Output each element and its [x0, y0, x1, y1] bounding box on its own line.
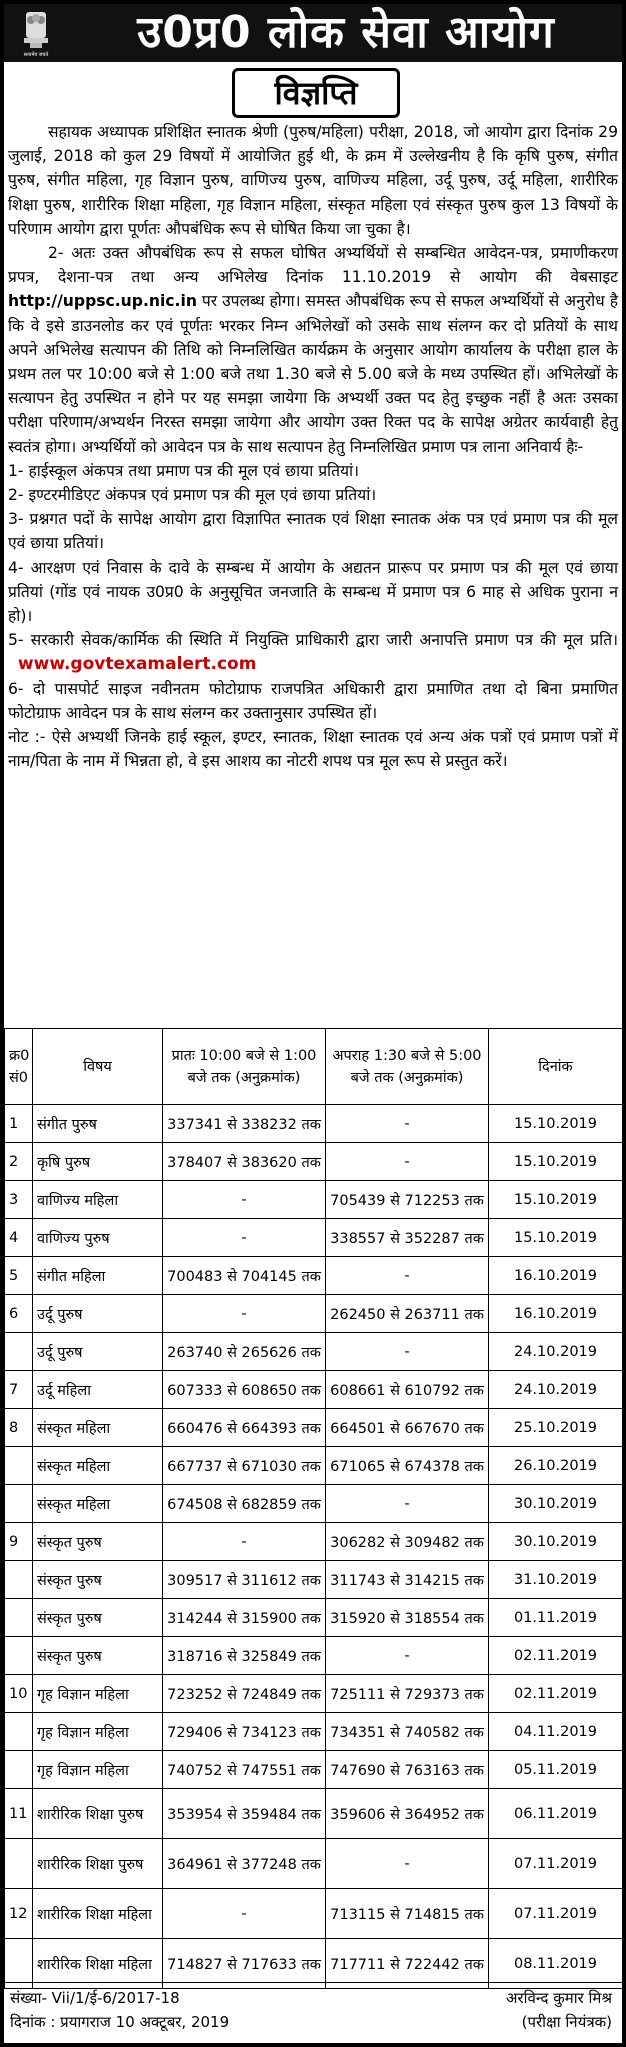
table-row: [5, 1561, 623, 1599]
cell-sn: 6: [5, 1295, 33, 1333]
cell-sn: 1: [5, 1105, 33, 1143]
cell-subject: कृषि पुरुष: [33, 1143, 163, 1181]
cell-subject: शारीरिक शिक्षा महिला: [33, 1889, 163, 1939]
cell-morning: -: [163, 1889, 326, 1939]
table-row: [5, 1333, 623, 1371]
cell-date: 15.10.2019: [489, 1143, 623, 1181]
cell-sn: [5, 1751, 33, 1789]
reference-number: संख्या- Vii/1/ई-6/2017-18: [10, 1989, 180, 2007]
table-row: [5, 1599, 623, 1637]
footer-divider: [4, 1982, 622, 1983]
paragraph-1: सहायक अध्यापक प्रशिक्षित स्नातक श्रेणी (पुरुष/महिला) परीक्षा, 2018, जो आयोग द्वारा दिनांक 29 जुलाई, 2018 को कुल 29 विषयों में आयोजित हुई थी, के क्रम में उल्लेखनीय है कि कृषि पुरुष, संगीत पुरुष, संगीत महिला, गृह विज्ञान पुरुष, वाणिज्य पुरुष, वाणिज्य महिला, उर्दू पुरुष, उर्दू महिला, शारीरिक शिक्षा पुरुष, शारीरिक शिक्षा महिला, गृह विज्ञान महिला, संस्कृत महिला एवं संस्कृत पुरुष कुल 13 विषयों के परिणाम आयोग द्वारा पूर्णतः औपबंधिक रूप से घोषित किया जा चुका है।: [8, 123, 618, 238]
cell-morning: 674508 से 682859 तक: [163, 1485, 326, 1523]
cell-date: 02.11.2019: [489, 1637, 623, 1675]
cell-morning: 729406 से 734123 तक: [163, 1713, 326, 1751]
note: नोट :- ऐसे अभ्यर्थी जिनके हाई स्कूल, इण्टर, स्नातक, शिक्षा स्नातक एवं अन्य अंक पत्रों एवं प्रमाण पत्रों में नाम/पिता के नाम में भिन्नता हो, वे इस आशय का नोटरी शपथ पत्र मूल रूप से प्रस्तुत करें।: [8, 728, 618, 771]
table-row: [5, 1839, 623, 1889]
cell-sn: 5: [5, 1257, 33, 1295]
cell-sn: 9: [5, 1523, 33, 1561]
paragraph-2: 2- अतः उक्त औपबंधिक रूप से सफल घोषित अभ्यर्थियों से सम्बन्धित आवेदन-पत्र, प्रमाणीकरण प्रपत्र, देशना-पत्र तथा अन्य अभिलेख दिनांक 11.10.2019 से आयोग की वेबसाइट http://uppsc.up.nic.in पर उपलब्ध होगा। समस्त औपबंधिक रूप से सफल अभ्यर्थियों से अनुरोध है कि वे इसे डाउनलोड कर एवं पूर्णतः भरकर निम्न अभिलेखों को उसके साथ संलग्न कर दो प्रतियों के साथ अपने अभिलेख सत्यापन की तिथि को निम्नलिखित कार्यक्रम के अनुसार आयोग कार्यालय के परीक्षा हाल के प्रथम तल पर 10:00 बजे से 1:00 बजे तथा 1.30 बजे से 5.00 बजे के मध्य उपस्थित हों। अभिलेखों के सत्यापन हेतु उपस्थित न होने पर यह समझा जायेगा कि अभ्यर्थी उक्त पद हेतु इच्छुक नहीं है अतः उसका परीक्षा परिणाम/अभ्यर्थन निरस्त समझा जायेगा और आयोग उक्त रिक्त पद के सापेक्ष अग्रेतर कार्यवाही हेतु स्वतंत्र होगा। अभ्यर्थियों को आवेदन पत्र के साथ सत्यापन हेतु निम्नलिखित प्रमाण पत्र लाना अनिवार्य हैः-: [8, 244, 618, 456]
cell-sn: 10: [5, 1675, 33, 1713]
table-row: [5, 1485, 623, 1523]
cell-sn: 2: [5, 1143, 33, 1181]
header-subject: विषय: [33, 1029, 163, 1105]
header-morning: प्रातः 10:00 बजे से 1:00 बजे तक (अनुक्रमांक): [163, 1029, 326, 1105]
table-row: [5, 1889, 623, 1939]
commission-title: उ0प्र0 लोक सेवा आयोग: [137, 7, 555, 58]
cell-subject: उर्दू पुरुष: [33, 1295, 163, 1333]
cell-subject: संगीत महिला: [33, 1257, 163, 1295]
cell-afternoon: 705439 से 712253 तक: [326, 1181, 489, 1219]
cell-afternoon: 306282 से 309482 तक: [326, 1523, 489, 1561]
cell-afternoon: -: [326, 1143, 489, 1181]
cell-sn: [5, 1485, 33, 1523]
cell-morning: 714827 से 717633 तक: [163, 1939, 326, 1989]
signatory-name: अरविन्द कुमार मिश्र: [506, 1989, 612, 2007]
cell-afternoon: 608661 से 610792 तक: [326, 1371, 489, 1409]
cell-subject: संस्कृत महिला: [33, 1447, 163, 1485]
cell-afternoon: 717711 से 722442 तक: [326, 1939, 489, 1989]
issue-date: दिनांक : प्रयागराज 10 अक्टूबर, 2019: [10, 2013, 230, 2031]
cell-afternoon: -: [326, 1257, 489, 1295]
cell-morning: 314244 से 315900 तक: [163, 1599, 326, 1637]
cell-subject: संस्कृत पुरुष: [33, 1561, 163, 1599]
cell-morning: 364961 से 377248 तक: [163, 1839, 326, 1889]
cell-date: 15.10.2019: [489, 1181, 623, 1219]
cell-subject: संस्कृत महिला: [33, 1409, 163, 1447]
cell-subject: गृह विज्ञान महिला: [33, 1713, 163, 1751]
cell-morning: 723252 से 724849 तक: [163, 1675, 326, 1713]
cell-afternoon: 734351 से 740582 तक: [326, 1713, 489, 1751]
cell-morning: 309517 से 311612 तक: [163, 1561, 326, 1599]
table-row: [5, 1105, 623, 1143]
cell-afternoon: 359606 से 364952 तक: [326, 1789, 489, 1839]
cell-afternoon: 315920 से 318554 तक: [326, 1599, 489, 1637]
cell-sn: [5, 1637, 33, 1675]
cell-date: 01.11.2019: [489, 1599, 623, 1637]
notice-body: [8, 120, 618, 773]
table-row: [5, 1939, 623, 1989]
table-header-row: [5, 1029, 623, 1105]
cell-subject: उर्दू पुरुष: [33, 1333, 163, 1371]
cell-afternoon: -: [326, 1333, 489, 1371]
cell-subject: संगीत पुरुष: [33, 1105, 163, 1143]
cell-afternoon: -: [326, 1637, 489, 1675]
document-item-1: 1- हाईस्कूल अंकपत्र तथा प्रमाण पत्र की मूल एवं छाया प्रतियां।: [8, 461, 359, 480]
cell-afternoon: 747690 से 763163 तक: [326, 1751, 489, 1789]
cell-morning: -: [163, 1219, 326, 1257]
cell-subject: वाणिज्य महिला: [33, 1181, 163, 1219]
cell-morning: 607333 से 608650 तक: [163, 1371, 326, 1409]
document-item-3: 3- प्रश्नगत पदों के सापेक्ष आयोग द्वारा विज्ञापित स्नातक एवं शिक्षा स्नातक अंक पत्र एवं प्रमाण पत्र की मूल एवं छाया प्रतियां।: [8, 510, 618, 553]
table-row: [5, 1675, 623, 1713]
cell-sn: [5, 1939, 33, 1989]
table-row: [5, 1637, 623, 1675]
cell-morning: -: [163, 1181, 326, 1219]
cell-date: 15.10.2019: [489, 1219, 623, 1257]
cell-subject: गृह विज्ञान महिला: [33, 1675, 163, 1713]
header-banner: [4, 4, 622, 62]
cell-sn: 12: [5, 1889, 33, 1939]
cell-date: 16.10.2019: [489, 1257, 623, 1295]
cell-date: 26.10.2019: [489, 1447, 623, 1485]
cell-morning: 378407 से 383620 तक: [163, 1143, 326, 1181]
cell-date: 24.10.2019: [489, 1333, 623, 1371]
cell-morning: 318716 से 325849 तक: [163, 1637, 326, 1675]
cell-subject: वाणिज्य पुरुष: [33, 1219, 163, 1257]
cell-subject: संस्कृत पुरुष: [33, 1637, 163, 1675]
cell-sn: [5, 1839, 33, 1889]
header-sn: क्र0 सं0: [5, 1029, 33, 1105]
cell-date: 07.11.2019: [489, 1889, 623, 1939]
cell-subject: शारीरिक शिक्षा पुरुष: [33, 1789, 163, 1839]
table-row: [5, 1143, 623, 1181]
cell-morning: 660476 से 664393 तक: [163, 1409, 326, 1447]
cell-morning: 700483 से 704145 तक: [163, 1257, 326, 1295]
cell-morning: 740752 से 747551 तक: [163, 1751, 326, 1789]
cell-afternoon: 671065 से 674378 तक: [326, 1447, 489, 1485]
cell-afternoon: -: [326, 1485, 489, 1523]
cell-subject: उर्दू महिला: [33, 1371, 163, 1409]
table-row: [5, 1789, 623, 1839]
cell-afternoon: 311743 से 314215 तक: [326, 1561, 489, 1599]
cell-subject: संस्कृत पुरुष: [33, 1599, 163, 1637]
cell-sn: 8: [5, 1409, 33, 1447]
cell-afternoon: 338557 से 352287 तक: [326, 1219, 489, 1257]
table-row: [5, 1371, 623, 1409]
cell-afternoon: 664501 से 667670 तक: [326, 1409, 489, 1447]
cell-sn: [5, 1447, 33, 1485]
cell-sn: [5, 1561, 33, 1599]
cell-date: 05.11.2019: [489, 1751, 623, 1789]
cell-afternoon: 262450 से 263711 तक: [326, 1295, 489, 1333]
cell-date: 16.10.2019: [489, 1295, 623, 1333]
cell-date: 30.10.2019: [489, 1485, 623, 1523]
cell-afternoon: 713115 से 714815 तक: [326, 1889, 489, 1939]
cell-sn: [5, 1713, 33, 1751]
table-row: [5, 1409, 623, 1447]
table-row: [5, 1295, 623, 1333]
table-row: [5, 1447, 623, 1485]
cell-morning: -: [163, 1523, 326, 1561]
table-row: [5, 1523, 623, 1561]
state-emblem-icon: [16, 8, 56, 58]
cell-date: 25.10.2019: [489, 1409, 623, 1447]
footer-right: [506, 1986, 612, 2034]
cell-sn: 4: [5, 1219, 33, 1257]
document-item-5: 5- सरकारी सेवक/कार्मिक की स्थिति में नियुक्ति प्राधिकारी द्वारा जारी अनापत्ति प्रमाण पत्र की मूल प्रति। www.govtexamalert.com: [8, 631, 618, 675]
schedule-table: [4, 1028, 623, 1989]
cell-date: 24.10.2019: [489, 1371, 623, 1409]
cell-subject: संस्कृत महिला: [33, 1485, 163, 1523]
watermark-site: www.govtexamalert.com: [17, 654, 257, 675]
document-item-6: 6- दो पासपोर्ट साइज नवीनतम फोटोग्राफ राजपत्रित अधिकारी द्वारा प्रमाणित तथा दो बिना प्रमाणित फोटोग्राफ आवेदन पत्र के साथ संलग्न कर उक्तानुसार उपस्थित हों।: [8, 679, 618, 722]
cell-date: 31.10.2019: [489, 1561, 623, 1599]
cell-date: 07.11.2019: [489, 1839, 623, 1889]
cell-date: 15.10.2019: [489, 1105, 623, 1143]
cell-afternoon: -: [326, 1105, 489, 1143]
cell-subject: संस्कृत पुरुष: [33, 1523, 163, 1561]
signatory-designation: (परीक्षा नियंत्रक): [521, 2013, 612, 2031]
footer-left: [10, 1986, 229, 2034]
table-row: [5, 1219, 623, 1257]
header-date: दिनांक: [489, 1029, 623, 1105]
table-row: [5, 1181, 623, 1219]
cell-subject: शारीरिक शिक्षा महिला: [33, 1939, 163, 1989]
cell-date: 04.11.2019: [489, 1713, 623, 1751]
table-row: [5, 1713, 623, 1751]
document-item-2: 2- इण्टरमीडिएट अंकपत्र एवं प्रमाण पत्र की मूल एवं छाया प्रतियां।: [8, 486, 377, 505]
cell-morning: 353954 से 359484 तक: [163, 1789, 326, 1839]
table-row: [5, 1257, 623, 1295]
cell-date: 06.11.2019: [489, 1789, 623, 1839]
cell-sn: [5, 1599, 33, 1637]
cell-date: 30.10.2019: [489, 1523, 623, 1561]
cell-morning: -: [163, 1295, 326, 1333]
cell-sn: [5, 1333, 33, 1371]
cell-afternoon: -: [326, 1839, 489, 1889]
cell-subject: गृह विज्ञान महिला: [33, 1751, 163, 1789]
cell-date: 08.11.2019: [489, 1939, 623, 1989]
cell-sn: 7: [5, 1371, 33, 1409]
svg-text:सत्यमेव जयते: सत्यमेव जयते: [23, 52, 49, 58]
cell-date: 02.11.2019: [489, 1675, 623, 1713]
cell-morning: 263740 से 265626 तक: [163, 1333, 326, 1371]
cell-subject: शारीरिक शिक्षा पुरुष: [33, 1839, 163, 1889]
notice-heading: विज्ञप्ति: [232, 68, 400, 118]
cell-afternoon: 725111 से 729373 तक: [326, 1675, 489, 1713]
document-item-4: 4- आरक्षण एवं निवास के दावे के सम्बन्ध में आयोग के अद्यतन प्रारूप पर प्रमाण पत्र की मूल एवं छाया प्रतियां (गोंड एवं नायक उ0प्र0 के अनुसूचित जनजाति के सम्बन्ध में प्रमाण पत्र 6 माह से अधिक पुराना न हो)।: [8, 558, 618, 626]
cell-sn: 3: [5, 1181, 33, 1219]
uppsc-website-link[interactable]: http://uppsc.up.nic.in: [8, 292, 197, 311]
cell-morning: 337341 से 338232 तक: [163, 1105, 326, 1143]
cell-morning: 667737 से 671030 तक: [163, 1447, 326, 1485]
table-row: [5, 1751, 623, 1789]
header-afternoon: अपराह 1:30 बजे से 5:00 बजे तक (अनुक्रमांक): [326, 1029, 489, 1105]
cell-sn: 11: [5, 1789, 33, 1839]
